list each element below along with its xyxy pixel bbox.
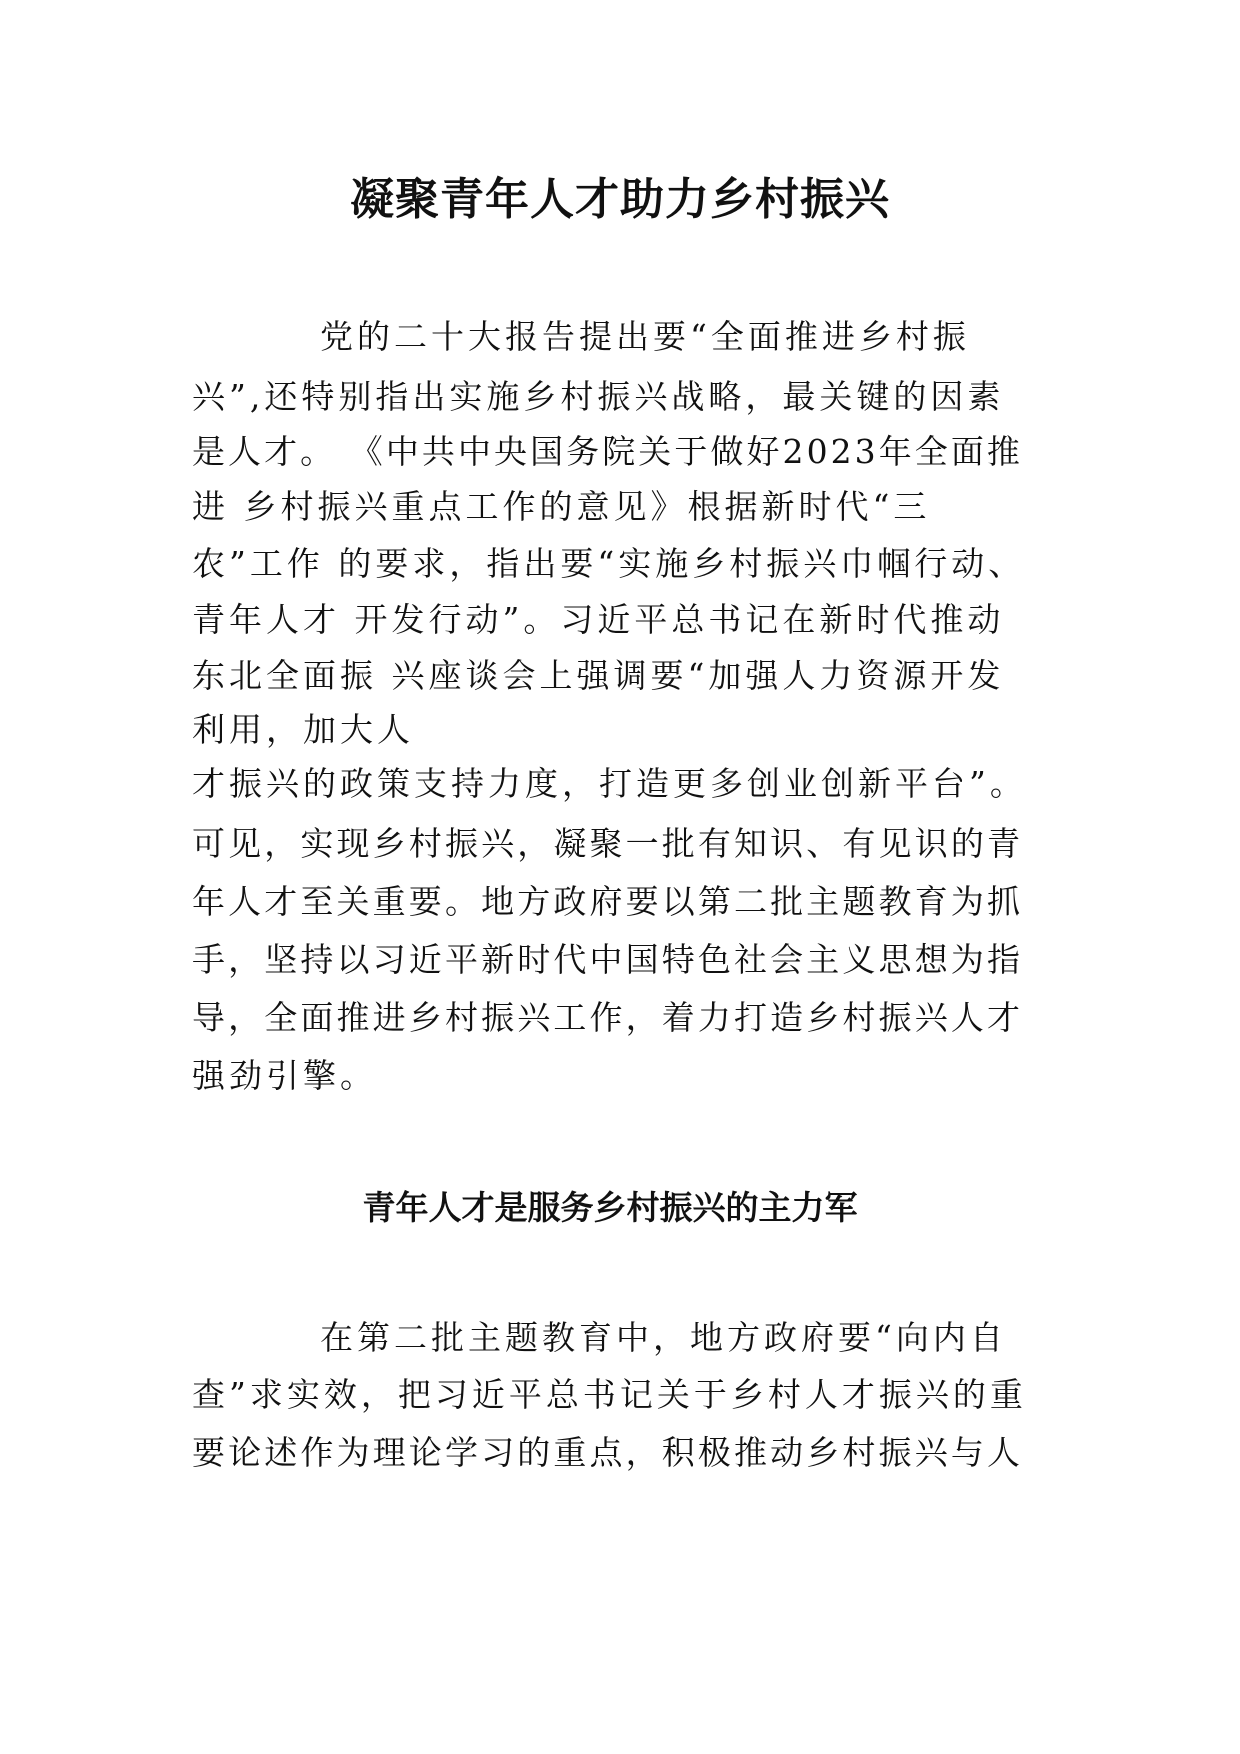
text-line: 党的二十大报告提出要“全面推进乡村振 — [320, 317, 970, 356]
document-title: 凝聚青年人才助力乡村振兴 — [350, 174, 890, 225]
text-line: 年人才至关重要。地方政府要以第二批主题教育为抓 — [192, 882, 1024, 921]
text-line: 手，坚持以习近平新时代中国特色社会主义思想为指 — [192, 940, 1024, 979]
text-line: 农”工作 的要求，指出要“实施乡村振兴巾帼行动、 — [192, 544, 1026, 583]
text-line: 查”求实效，把习近平总书记关于乡村人才振兴的重 — [192, 1375, 1027, 1414]
text-line: 可见，实现乡村振兴，凝聚一批有知识、有见识的青 — [192, 824, 1024, 863]
section-heading: 青年人才是服务乡村振兴的主力军 — [362, 1188, 858, 1227]
text-line: 是人才。 《中共中央国务院关于做好2023年全面推 — [192, 432, 1023, 471]
text-line: 要论述作为理论学习的重点，积极推动乡村振兴与人 — [192, 1433, 1024, 1472]
text-line: 在第二批主题教育中，地方政府要“向内自 — [320, 1318, 1007, 1357]
text-line: 东北全面振 兴座谈会上强调要“加强人力资源开发 — [192, 656, 1005, 695]
text-line: 强劲引擎。 — [192, 1056, 377, 1095]
text-line: 进 乡村振兴重点工作的意见》根据新时代“三 — [192, 487, 931, 526]
text-line: 才振兴的政策支持力度，打造更多创业创新平台”。 — [192, 764, 1027, 803]
text-line: 兴”,还特别指出实施乡村振兴战略，最关键的因素 — [192, 377, 1005, 416]
text-line: 导，全面推进乡村振兴工作，着力打造乡村振兴人才 — [192, 998, 1024, 1037]
text-line: 利用，加大人 — [192, 710, 414, 749]
text-line: 青年人才 开发行动”。习近平总书记在新时代推动 — [192, 600, 1005, 639]
